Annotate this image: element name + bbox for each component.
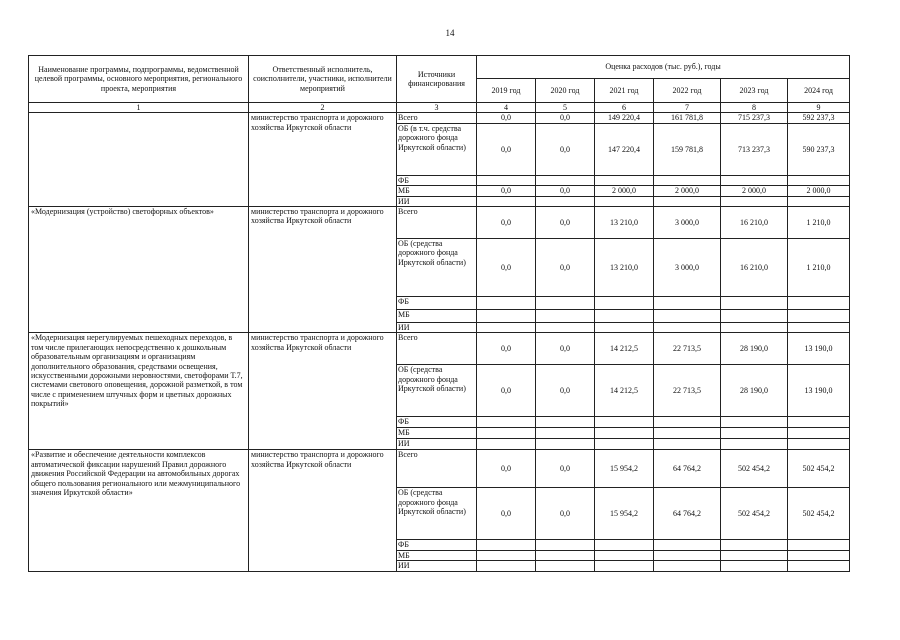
funding-source-cell: МБ [397,428,477,439]
value-cell [654,550,721,560]
value-cell [788,310,850,323]
value-cell [788,323,850,333]
funding-source-cell: ИИ [397,439,477,450]
value-cell: 0,0 [477,450,536,488]
header-year: 2020 год [536,79,595,103]
value-cell [721,297,788,310]
value-cell [654,175,721,185]
value-cell [788,196,850,206]
column-number: 1 [29,103,249,113]
value-cell: 147 220,4 [595,123,654,175]
column-number: 6 [595,103,654,113]
value-cell [721,417,788,428]
value-cell [536,439,595,450]
funding-source-cell: ИИ [397,196,477,206]
value-cell [721,540,788,550]
value-cell: 0,0 [477,488,536,540]
value-cell: 1 210,0 [788,207,850,239]
responsible-cell: министерство транспорта и дорожного хозяйства Иркутской области [249,333,397,450]
value-cell [477,540,536,550]
column-number: 7 [654,103,721,113]
value-cell: 502 454,2 [721,450,788,488]
value-cell [721,196,788,206]
funding-source-cell: ОБ (средства дорожного фонда Иркутской области) [397,239,477,297]
funding-source-cell: Всего [397,450,477,488]
value-cell [595,540,654,550]
value-cell [788,439,850,450]
value-cell [536,540,595,550]
value-cell [536,550,595,560]
column-number: 4 [477,103,536,113]
value-cell [721,428,788,439]
value-cell [721,175,788,185]
value-cell [721,550,788,560]
value-cell [477,323,536,333]
value-cell [654,561,721,571]
value-cell: 502 454,2 [788,450,850,488]
value-cell [788,175,850,185]
header-row [29,56,850,79]
value-cell [477,310,536,323]
funding-source-cell: Всего [397,113,477,123]
value-cell: 0,0 [477,207,536,239]
value-cell [788,561,850,571]
funding-source-cell: ОБ (средства дорожного фонда Иркутской области) [397,365,477,417]
value-cell [788,428,850,439]
value-cell [477,439,536,450]
funding-source-cell: МБ [397,310,477,323]
value-cell: 715 237,3 [721,113,788,123]
funding-source-cell: ИИ [397,323,477,333]
funding-source-cell: ФБ [397,297,477,310]
value-cell [654,417,721,428]
table-row [29,333,850,365]
value-cell: 713 237,3 [721,123,788,175]
value-cell: 22 713,5 [654,333,721,365]
value-cell [595,439,654,450]
value-cell: 3 000,0 [654,239,721,297]
table-row [29,113,850,123]
header-costs: Оценка расходов (тыс. руб.), годы [477,56,850,79]
value-cell [595,297,654,310]
value-cell [536,196,595,206]
funding-source-cell: ФБ [397,417,477,428]
value-cell: 0,0 [477,365,536,417]
value-cell: 64 764,2 [654,488,721,540]
value-cell [654,439,721,450]
value-cell: 15 954,2 [595,450,654,488]
page-number: 14 [445,28,455,38]
value-cell [788,417,850,428]
value-cell [595,310,654,323]
value-cell: 2 000,0 [654,186,721,196]
value-cell: 0,0 [536,207,595,239]
value-cell [477,561,536,571]
header-year: 2023 год [721,79,788,103]
value-cell: 0,0 [536,333,595,365]
value-cell: 13 210,0 [595,239,654,297]
value-cell: 161 781,8 [654,113,721,123]
event-name-cell [29,113,249,207]
funding-source-cell: ФБ [397,540,477,550]
funding-source-cell: МБ [397,550,477,560]
value-cell [536,428,595,439]
value-cell [595,323,654,333]
value-cell: 28 190,0 [721,333,788,365]
value-cell [788,550,850,560]
expenditure-table [28,55,850,572]
value-cell [477,428,536,439]
value-cell: 502 454,2 [788,488,850,540]
value-cell [654,428,721,439]
header-year: 2019 год [477,79,536,103]
responsible-cell: министерство транспорта и дорожного хозяйства Иркутской области [249,113,397,207]
table-row [29,450,850,488]
value-cell: 149 220,4 [595,113,654,123]
value-cell: 64 764,2 [654,450,721,488]
value-cell [536,417,595,428]
value-cell [654,310,721,323]
column-number: 2 [249,103,397,113]
value-cell [477,417,536,428]
value-cell [788,297,850,310]
value-cell: 590 237,3 [788,123,850,175]
value-cell: 2 000,0 [595,186,654,196]
column-number-row [29,103,850,113]
value-cell: 0,0 [536,450,595,488]
value-cell: 0,0 [536,239,595,297]
value-cell [595,428,654,439]
header-year: 2024 год [788,79,850,103]
funding-source-cell: Всего [397,207,477,239]
value-cell [536,175,595,185]
value-cell [595,175,654,185]
header-responsible: Ответственный исполнитель, соисполнители, участники, исполнители мероприятий [249,56,397,103]
value-cell [536,310,595,323]
value-cell: 0,0 [477,186,536,196]
value-cell [536,297,595,310]
value-cell: 502 454,2 [721,488,788,540]
responsible-cell: министерство транспорта и дорожного хозяйства Иркутской области [249,207,397,333]
value-cell: 14 212,5 [595,333,654,365]
value-cell: 28 190,0 [721,365,788,417]
value-cell [654,323,721,333]
value-cell [654,297,721,310]
event-name-cell: «Модернизация (устройство) светофорных объектов» [29,207,249,333]
value-cell [654,196,721,206]
header-name: Наименование программы, подпрограммы, ведомственной целевой программы, основного мероприятия, регионального проекта, мероприятия [29,56,249,103]
value-cell [721,310,788,323]
value-cell: 13 190,0 [788,365,850,417]
value-cell: 0,0 [477,123,536,175]
funding-source-cell: ИИ [397,561,477,571]
value-cell: 592 237,3 [788,113,850,123]
value-cell: 15 954,2 [595,488,654,540]
value-cell [721,561,788,571]
value-cell: 0,0 [536,365,595,417]
value-cell: 3 000,0 [654,207,721,239]
value-cell: 0,0 [536,186,595,196]
value-cell: 0,0 [477,113,536,123]
header-year: 2021 год [595,79,654,103]
funding-source-cell: ФБ [397,175,477,185]
value-cell: 14 212,5 [595,365,654,417]
value-cell [536,561,595,571]
value-cell [477,297,536,310]
funding-source-cell: ОБ (в т.ч. средства дорожного фонда Иркутской области) [397,123,477,175]
funding-source-cell: Всего [397,333,477,365]
value-cell [721,323,788,333]
value-cell: 2 000,0 [721,186,788,196]
value-cell: 0,0 [477,333,536,365]
value-cell: 2 000,0 [788,186,850,196]
event-name-cell: «Модернизация нерегулируемых пешеходных переходов, в том числе прилегающих непосредственно к дошкольным образовательным организациям и организациям дополнительного образования, средствами освещения, искусственными дорожными неровностями, светофорами Т.7, системами светового оповещения, дорожной разметкой, в том числе с применением штучных форм и цветных дорожных покрытий» [29,333,249,450]
funding-source-cell: МБ [397,186,477,196]
value-cell [654,540,721,550]
value-cell: 159 781,8 [654,123,721,175]
value-cell: 0,0 [536,123,595,175]
value-cell: 0,0 [536,113,595,123]
responsible-cell: министерство транспорта и дорожного хозяйства Иркутской области [249,450,397,571]
value-cell [721,439,788,450]
header-source: Источники финансирования [397,56,477,103]
column-number: 8 [721,103,788,113]
header-year: 2022 год [654,79,721,103]
funding-source-cell: ОБ (средства дорожного фонда Иркутской области) [397,488,477,540]
value-cell [477,175,536,185]
value-cell: 22 713,5 [654,365,721,417]
column-number: 9 [788,103,850,113]
value-cell [477,550,536,560]
value-cell [595,561,654,571]
column-number: 5 [536,103,595,113]
value-cell: 16 210,0 [721,207,788,239]
value-cell [536,323,595,333]
value-cell: 13 190,0 [788,333,850,365]
value-cell: 13 210,0 [595,207,654,239]
value-cell [595,196,654,206]
value-cell [477,196,536,206]
column-number: 3 [397,103,477,113]
event-name-cell: «Развитие и обеспечение деятельности комплексов автоматической фиксации нарушений Правил дорожного движения Российской Федерации на автомобильных дорогах общего пользования регионального или межмуниципального значения Иркутской области» [29,450,249,571]
table-row [29,207,850,239]
value-cell [788,540,850,550]
value-cell [595,417,654,428]
value-cell: 0,0 [536,488,595,540]
value-cell: 1 210,0 [788,239,850,297]
value-cell: 16 210,0 [721,239,788,297]
value-cell: 0,0 [477,239,536,297]
value-cell [595,550,654,560]
